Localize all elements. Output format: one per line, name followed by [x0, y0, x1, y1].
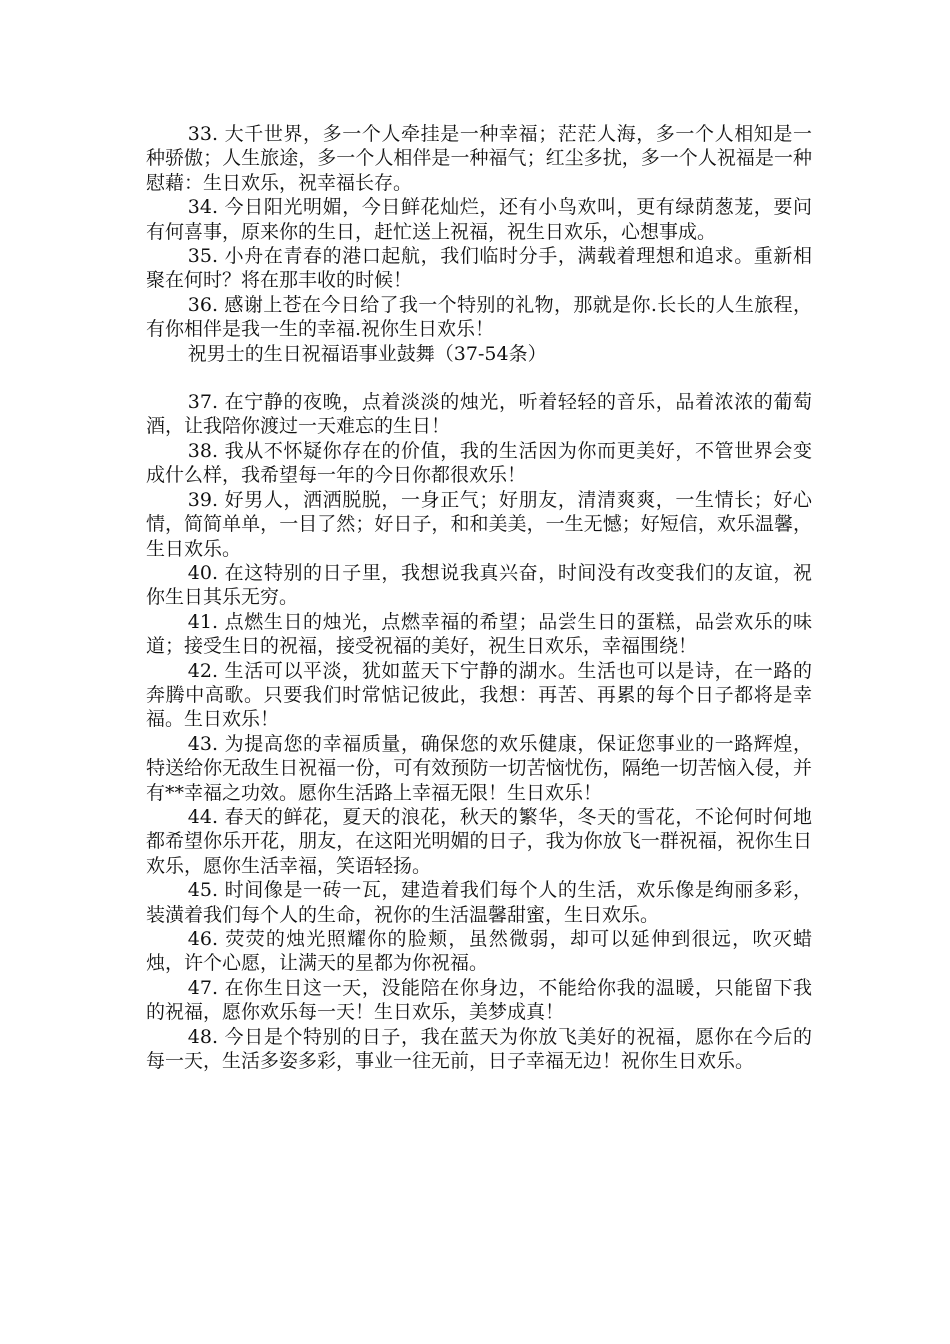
paragraph-38: 38. 我从不怀疑你存在的价值，我的生活因为你而更美好，不管世界会变成什么样，我希望每一年的今日你都很欢乐！ [146, 439, 812, 487]
paragraph-46: 46. 荧荧的烛光照耀你的脸颊，虽然微弱，却可以延伸到很远，吹灭蜡烛，许个心愿，让满天的星都为你祝福。 [146, 928, 812, 975]
paragraph-44: 44. 春天的鲜花，夏天的浪花，秋天的繁华，冬天的雪花，不论何时何地都希望你乐开花，朋友，在这阳光明媚的日子，我为你放飞一群祝福，祝你生日欢乐，愿你生活幸福，笑语轻扬。 [146, 805, 812, 877]
paragraph-48: 48. 今日是个特别的日子，我在蓝天为你放飞美好的祝福，愿你在今后的每一天，生活多姿多彩，事业一往无前，日子幸福无边！祝你生日欢乐。 [146, 1025, 812, 1073]
paragraph-33: 33. 大千世界，多一个人牵挂是一种幸福；茫茫人海，多一个人相知是一种骄傲；人生旅途，多一个人相伴是一种福气；红尘多扰，多一个人祝福是一种慰藉：生日欢乐，祝幸福长存。 [146, 123, 812, 194]
paragraph-37: 37. 在宁静的夜晚，点着淡淡的烛光，听着轻轻的音乐，品着浓浓的葡萄酒，让我陪你渡过一天难忘的生日！ [146, 391, 812, 438]
blank-line [146, 366, 812, 390]
paragraph-35: 35. 小舟在青春的港口起航，我们临时分手，满载着理想和追求。重新相聚在何时？将在那丰收的时候！ [146, 245, 812, 292]
paragraph-34: 34. 今日阳光明媚，今日鲜花灿烂，还有小鸟欢叫，更有绿荫葱茏，要问有何喜事，原来你的生日，赶忙送上祝福，祝生日欢乐，心想事成。 [146, 196, 812, 243]
paragraph-42: 42. 生活可以平淡，犹如蓝天下宁静的湖水。生活也可以是诗，在一路的奔腾中高歌。只要我们时常惦记彼此，我想：再苦、再累的每个日子都将是幸福。生日欢乐！ [146, 659, 812, 731]
paragraph-40: 40. 在这特别的日子里，我想说我真兴奋，时间没有改变我们的友谊，祝你生日其乐无穷。 [146, 561, 812, 609]
paragraph-45: 45. 时间像是一砖一瓦，建造着我们每个人的生活，欢乐像是绚丽多彩，装潢着我们每个人的生命，祝你的生活温馨甜蜜，生日欢乐。 [146, 879, 812, 926]
paragraph-36: 36. 感谢上苍在今日给了我一个特别的礼物，那就是你.长长的人生旅程，有你相伴是我一生的幸福.祝你生日欢乐！ [146, 293, 812, 341]
paragraph-39: 39. 好男人，洒洒脱脱，一身正气；好朋友，清清爽爽，一生情长；好心情，简简单单，一目了然；好日子，和和美美，一生无憾；好短信，欢乐温馨，生日欢乐。 [146, 488, 812, 560]
paragraph-43: 43. 为提高您的幸福质量，确保您的欢乐健康，保证您事业的一路辉煌，特送给你无敌生日祝福一份，可有效预防一切苦恼忧伤，隔绝一切苦恼入侵，并有**幸福之功效。愿你生活路上幸福无限！生日欢乐！ [146, 732, 812, 804]
document-page [146, 122, 812, 1073]
paragraph-41: 41. 点燃生日的烛光，点燃幸福的希望；品尝生日的蛋糕，品尝欢乐的味道；接受生日的祝福，接受祝福的美好，祝生日欢乐，幸福围绕！ [146, 610, 812, 658]
paragraph-47: 47. 在你生日这一天，没能陪在你身边，不能给你我的温暖，只能留下我的祝福，愿你欢乐每一天！生日欢乐，美梦成真！ [146, 976, 812, 1024]
section-heading: 祝男士的生日祝福语事业鼓舞（37-54条） [187, 342, 547, 365]
